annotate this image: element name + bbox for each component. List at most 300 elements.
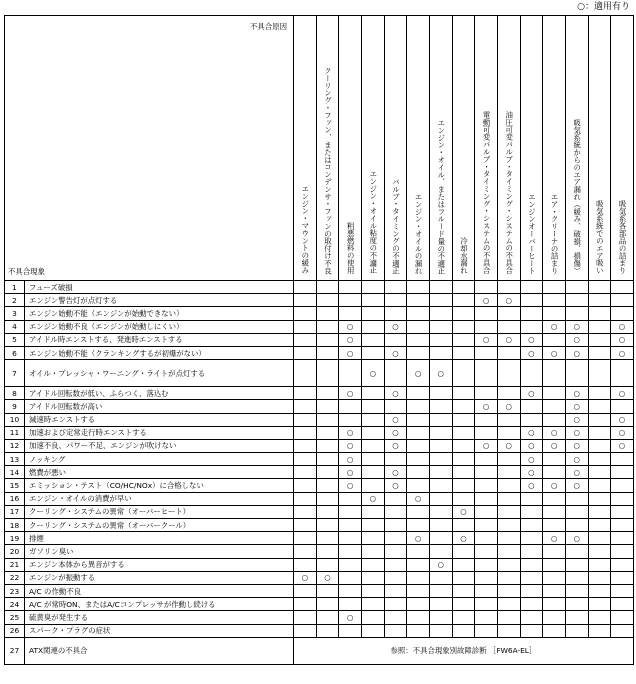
empty-cell [361, 426, 384, 439]
empty-cell [316, 426, 339, 439]
cause-header-1 [294, 16, 317, 281]
empty-cell [475, 453, 498, 466]
row-number: 27 [5, 637, 25, 664]
applicable-mark: ○ [565, 387, 588, 400]
empty-cell [588, 439, 611, 452]
empty-cell [384, 307, 407, 320]
table-row [5, 294, 634, 307]
empty-cell [452, 320, 475, 333]
empty-cell [497, 558, 520, 571]
empty-cell [475, 466, 498, 479]
applicable-mark: ○ [565, 532, 588, 545]
empty-cell [294, 360, 317, 387]
row-number: 6 [5, 346, 25, 359]
empty-cell [611, 453, 634, 466]
reference-note: 参照：不具合現象別故障診断 ［FW6A-EL］ [294, 637, 634, 664]
empty-cell [475, 558, 498, 571]
row-number: 10 [5, 413, 25, 426]
table-row [5, 611, 634, 624]
applicable-mark: ○ [294, 571, 317, 584]
empty-cell [543, 624, 566, 637]
empty-cell [361, 307, 384, 320]
row-number: 19 [5, 532, 25, 545]
applicable-mark: ○ [475, 439, 498, 452]
empty-cell [452, 413, 475, 426]
row-number: 5 [5, 333, 25, 346]
empty-cell [565, 307, 588, 320]
empty-cell [497, 453, 520, 466]
empty-cell [407, 624, 430, 637]
empty-cell [588, 598, 611, 611]
empty-cell [316, 466, 339, 479]
empty-cell [611, 584, 634, 597]
cause-label: 吸気系各部品の詰まり [618, 200, 628, 274]
empty-cell [520, 281, 543, 294]
empty-cell [316, 598, 339, 611]
empty-cell [520, 413, 543, 426]
applicable-mark: ○ [520, 346, 543, 359]
empty-cell [429, 281, 452, 294]
row-number: 24 [5, 598, 25, 611]
empty-cell [520, 519, 543, 532]
empty-cell [294, 413, 317, 426]
empty-cell [339, 413, 362, 426]
cause-label: エンジンオーバーヒート [527, 192, 537, 274]
empty-cell [316, 387, 339, 400]
empty-cell [339, 584, 362, 597]
empty-cell [361, 281, 384, 294]
empty-cell [475, 320, 498, 333]
cause-label: エア・クリーナの詰まり [550, 192, 560, 274]
empty-cell [497, 307, 520, 320]
row-number: 4 [5, 320, 25, 333]
empty-cell [407, 320, 430, 333]
empty-cell [543, 545, 566, 558]
empty-cell [565, 281, 588, 294]
empty-cell [384, 360, 407, 387]
empty-cell [339, 400, 362, 413]
empty-cell [339, 545, 362, 558]
applicable-mark: ○ [520, 426, 543, 439]
empty-cell [316, 400, 339, 413]
table-row [5, 598, 634, 611]
symptom-cell: A/C の作動不良 [25, 584, 294, 597]
empty-cell [361, 333, 384, 346]
empty-cell [452, 466, 475, 479]
empty-cell [452, 545, 475, 558]
table-row [5, 307, 634, 320]
table-row [5, 439, 634, 452]
header-row [5, 16, 634, 281]
empty-cell [565, 584, 588, 597]
empty-cell [588, 558, 611, 571]
empty-cell [361, 413, 384, 426]
empty-cell [497, 346, 520, 359]
empty-cell [543, 558, 566, 571]
empty-cell [565, 294, 588, 307]
empty-cell [429, 294, 452, 307]
empty-cell [565, 360, 588, 387]
symptom-cell: ガソリン臭い [25, 545, 294, 558]
applicable-mark: ○ [520, 333, 543, 346]
empty-cell [429, 571, 452, 584]
empty-cell [294, 492, 317, 505]
applicable-mark: ○ [339, 611, 362, 624]
applicable-mark: ○ [611, 439, 634, 452]
applicable-mark: ○ [339, 333, 362, 346]
cause-label: 油圧可変バルブ・タイミング・システムの不具合 [504, 111, 514, 274]
empty-cell [361, 571, 384, 584]
cause-header-6 [407, 16, 430, 281]
empty-cell [543, 492, 566, 505]
empty-cell [475, 346, 498, 359]
row-number: 15 [5, 479, 25, 492]
cause-label: 冷却水漏れ [459, 237, 469, 274]
empty-cell [452, 360, 475, 387]
empty-cell [429, 426, 452, 439]
empty-cell [520, 558, 543, 571]
empty-cell [429, 545, 452, 558]
empty-cell [339, 558, 362, 571]
empty-cell [520, 307, 543, 320]
applicable-mark: ○ [384, 426, 407, 439]
empty-cell [361, 598, 384, 611]
symptom-cell: ノッキング [25, 453, 294, 466]
empty-cell [475, 426, 498, 439]
empty-cell [294, 281, 317, 294]
empty-cell [497, 571, 520, 584]
applicable-mark: ○ [565, 479, 588, 492]
empty-cell [543, 333, 566, 346]
empty-cell [543, 360, 566, 387]
table-row [5, 281, 634, 294]
empty-cell [361, 505, 384, 518]
empty-cell [407, 584, 430, 597]
empty-cell [543, 400, 566, 413]
empty-cell [588, 571, 611, 584]
empty-cell [384, 505, 407, 518]
empty-cell [294, 346, 317, 359]
symptom-cell: エンジン始動不良（エンジンが始動しにくい） [25, 320, 294, 333]
empty-cell [316, 360, 339, 387]
cause-label: エンジン・オイルの漏れ [414, 192, 424, 274]
empty-cell [588, 307, 611, 320]
empty-cell [339, 307, 362, 320]
applicable-mark: ○ [384, 466, 407, 479]
cause-header-14 [588, 16, 611, 281]
cause-header-7 [429, 16, 452, 281]
empty-cell [361, 346, 384, 359]
applicable-mark: ○ [543, 346, 566, 359]
applicable-mark: ○ [361, 360, 384, 387]
empty-cell [520, 624, 543, 637]
empty-cell [429, 624, 452, 637]
empty-cell [339, 294, 362, 307]
empty-cell [361, 558, 384, 571]
empty-cell [611, 611, 634, 624]
empty-cell [429, 413, 452, 426]
empty-cell [475, 571, 498, 584]
empty-cell [339, 624, 362, 637]
symptom-header-label: 不具合現象 [8, 267, 45, 276]
empty-cell [384, 400, 407, 413]
applicable-mark: ○ [565, 426, 588, 439]
cause-label: クーリング・ファン、またはコンデンサ・ファンの取付け不良 [323, 66, 333, 274]
empty-cell [588, 545, 611, 558]
empty-cell [339, 532, 362, 545]
row-number: 12 [5, 439, 25, 452]
table-row [5, 624, 634, 637]
empty-cell [339, 492, 362, 505]
empty-cell [361, 387, 384, 400]
empty-cell [429, 439, 452, 452]
empty-cell [611, 307, 634, 320]
empty-cell [429, 492, 452, 505]
empty-cell [543, 453, 566, 466]
empty-cell [452, 294, 475, 307]
symptom-cell: エンジン本体から異音がする [25, 558, 294, 571]
empty-cell [588, 400, 611, 413]
empty-cell [294, 584, 317, 597]
empty-cell [497, 505, 520, 518]
applicable-mark: ○ [543, 426, 566, 439]
table-row [5, 571, 634, 584]
empty-cell [475, 505, 498, 518]
applicable-mark: ○ [407, 360, 430, 387]
applicable-mark: ○ [407, 492, 430, 505]
applicable-mark: ○ [429, 360, 452, 387]
symptom-cell: オイル・プレッシャ・ワーニング・ライトが点灯する [25, 360, 294, 387]
empty-cell [611, 360, 634, 387]
matrix-body [5, 281, 634, 665]
empty-cell [543, 505, 566, 518]
row-number: 3 [5, 307, 25, 320]
empty-cell [384, 281, 407, 294]
empty-cell [452, 479, 475, 492]
cause-label: エンジン・オイル、またはフルード量の不適正 [436, 118, 446, 274]
applicable-mark: ○ [339, 453, 362, 466]
empty-cell [407, 387, 430, 400]
symptom-cell: 減速時エンストする [25, 413, 294, 426]
table-row [5, 466, 634, 479]
empty-cell [520, 505, 543, 518]
empty-cell [588, 426, 611, 439]
empty-cell [588, 492, 611, 505]
symptom-cell: エンジン始動不能（クランキングするが初爆がない） [25, 346, 294, 359]
empty-cell [497, 413, 520, 426]
row-number: 1 [5, 281, 25, 294]
empty-cell [520, 598, 543, 611]
empty-cell [316, 453, 339, 466]
empty-cell [475, 307, 498, 320]
applicable-mark: ○ [565, 320, 588, 333]
empty-cell [543, 571, 566, 584]
empty-cell [294, 624, 317, 637]
row-number: 14 [5, 466, 25, 479]
applicable-mark: ○ [384, 387, 407, 400]
applicable-mark: ○ [475, 333, 498, 346]
applicable-mark: ○ [452, 532, 475, 545]
cause-label: バルブ・タイミングの不適正 [391, 177, 401, 274]
applicable-mark: ○ [339, 466, 362, 479]
applicable-mark: ○ [384, 439, 407, 452]
empty-cell [520, 492, 543, 505]
applicable-mark: ○ [565, 413, 588, 426]
empty-cell [497, 426, 520, 439]
empty-cell [429, 346, 452, 359]
empty-cell [294, 400, 317, 413]
table-row [5, 519, 634, 532]
empty-cell [520, 360, 543, 387]
empty-cell [361, 532, 384, 545]
empty-cell [294, 611, 317, 624]
empty-cell [543, 611, 566, 624]
empty-cell [611, 400, 634, 413]
empty-cell [407, 294, 430, 307]
empty-cell [520, 532, 543, 545]
empty-cell [543, 294, 566, 307]
applicable-mark: ○ [497, 333, 520, 346]
empty-cell [475, 611, 498, 624]
empty-cell [588, 532, 611, 545]
cause-label: 吸気系統でのエア吸い [595, 200, 605, 274]
empty-cell [294, 439, 317, 452]
cause-header-4 [361, 16, 384, 281]
empty-cell [316, 413, 339, 426]
empty-cell [316, 532, 339, 545]
applicable-mark: ○ [384, 346, 407, 359]
empty-cell [429, 387, 452, 400]
empty-cell [429, 505, 452, 518]
empty-cell [588, 360, 611, 387]
empty-cell [429, 400, 452, 413]
empty-cell [452, 346, 475, 359]
table-row [5, 558, 634, 571]
symptom-cell: エンジンが振動する [25, 571, 294, 584]
empty-cell [316, 281, 339, 294]
applicable-mark: ○ [611, 413, 634, 426]
empty-cell [588, 281, 611, 294]
applicable-mark: ○ [475, 400, 498, 413]
cause-header-5 [384, 16, 407, 281]
applicable-mark: ○ [543, 532, 566, 545]
symptom-cell: 燃費が悪い [25, 466, 294, 479]
table-row [5, 387, 634, 400]
applicable-mark: ○ [565, 346, 588, 359]
empty-cell [361, 400, 384, 413]
empty-cell [429, 479, 452, 492]
applicable-mark: ○ [543, 439, 566, 452]
table-row [5, 479, 634, 492]
applicable-mark: ○ [339, 439, 362, 452]
table-row [5, 346, 634, 359]
table-row [5, 400, 634, 413]
applicable-mark: ○ [339, 479, 362, 492]
empty-cell [611, 492, 634, 505]
empty-cell [475, 413, 498, 426]
cause-header-9 [475, 16, 498, 281]
table-row [5, 505, 634, 518]
empty-cell [565, 571, 588, 584]
symptom-cell: ATX関連の不具合 [25, 637, 294, 664]
empty-cell [316, 519, 339, 532]
cause-header-2 [316, 16, 339, 281]
row-number: 18 [5, 519, 25, 532]
row-number: 26 [5, 624, 25, 637]
applicable-mark: ○ [520, 453, 543, 466]
empty-cell [294, 466, 317, 479]
empty-cell [452, 598, 475, 611]
empty-cell [475, 360, 498, 387]
empty-cell [316, 333, 339, 346]
empty-cell [361, 584, 384, 597]
table-row [5, 360, 634, 387]
empty-cell [384, 294, 407, 307]
applicable-mark: ○ [611, 387, 634, 400]
empty-cell [316, 584, 339, 597]
empty-cell [429, 333, 452, 346]
applicable-mark: ○ [543, 479, 566, 492]
empty-cell [316, 558, 339, 571]
empty-cell [384, 519, 407, 532]
empty-cell [316, 346, 339, 359]
empty-cell [316, 545, 339, 558]
table-row [5, 453, 634, 466]
empty-cell [611, 532, 634, 545]
applicable-mark: ○ [316, 571, 339, 584]
empty-cell [384, 532, 407, 545]
empty-cell [588, 519, 611, 532]
applicable-mark: ○ [520, 387, 543, 400]
empty-cell [452, 426, 475, 439]
applicable-mark: ○ [497, 294, 520, 307]
empty-cell [497, 519, 520, 532]
empty-cell [407, 413, 430, 426]
applicable-mark: ○ [497, 439, 520, 452]
cause-header-15 [611, 16, 634, 281]
empty-cell [475, 598, 498, 611]
empty-cell [543, 584, 566, 597]
empty-cell [384, 545, 407, 558]
empty-cell [588, 479, 611, 492]
empty-cell [565, 519, 588, 532]
row-number: 21 [5, 558, 25, 571]
empty-cell [294, 545, 317, 558]
empty-cell [316, 439, 339, 452]
table-row [5, 413, 634, 426]
empty-cell [384, 624, 407, 637]
empty-cell [452, 307, 475, 320]
empty-cell [520, 545, 543, 558]
empty-cell [407, 519, 430, 532]
cause-header-8 [452, 16, 475, 281]
symptom-cell: エミッション・テスト（CO/HC/NOx）に合格しない [25, 479, 294, 492]
table-row [5, 492, 634, 505]
empty-cell [294, 453, 317, 466]
empty-cell [294, 320, 317, 333]
empty-cell [361, 294, 384, 307]
symptom-cell: クーリング・システムの異常（オーバーヒート） [25, 505, 294, 518]
row-number: 23 [5, 584, 25, 597]
empty-cell [611, 479, 634, 492]
empty-cell [316, 294, 339, 307]
applicable-mark: ○ [452, 505, 475, 518]
applicable-mark: ○ [565, 466, 588, 479]
empty-cell [407, 466, 430, 479]
empty-cell [316, 492, 339, 505]
empty-cell [294, 387, 317, 400]
table-row [5, 584, 634, 597]
